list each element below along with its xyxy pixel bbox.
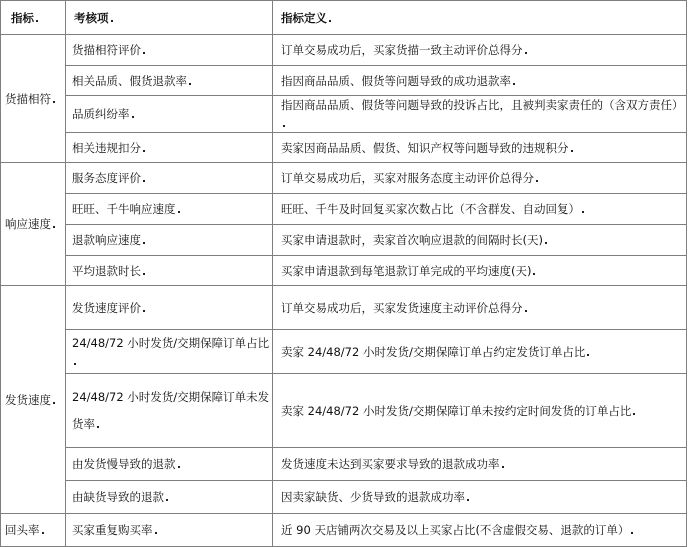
table-row: [1, 66, 687, 96]
item-cell: 相关违规扣分: [66, 133, 273, 163]
definition-cell: 买家申请退款时，卖家首次响应退款的间隔时长(天): [273, 225, 687, 256]
table-row: [1, 225, 687, 256]
item-cell: 平均退款时长: [66, 256, 273, 286]
item-cell: 24/48/72 小时发货/交期保障订单未发货率: [66, 374, 273, 448]
item-cell: 由发货慢导致的退款: [66, 448, 273, 481]
definition-cell: 指因商品品质、假货等问题导致的成功退款率: [273, 66, 687, 96]
definition-cell: 发货速度未达到买家要求导致的退款成功率: [273, 448, 687, 481]
category-cell: 回头率: [1, 514, 66, 547]
definition-cell: 卖家因商品品质、假货、知识产权等问题导致的违规积分: [273, 133, 687, 163]
definition-cell: 指因商品品质、假货等问题导致的投诉占比，且被判卖家责任的（含双方责任）: [273, 96, 687, 133]
table-row: [1, 96, 687, 133]
definition-cell: 订单交易成功后，买家货描一致主动评价总得分: [273, 35, 687, 66]
definition-cell: 旺旺、千牛及时回复买家次数占比（不含群发、自动回复）: [273, 194, 687, 225]
table-row: [1, 481, 687, 514]
table-row: [1, 330, 687, 374]
item-cell: 发货速度评价: [66, 286, 273, 330]
table-row: [1, 35, 687, 66]
item-cell: 由缺货导致的退款: [66, 481, 273, 514]
table-row: [1, 256, 687, 286]
definition-cell: 订单交易成功后，买家发货速度主动评价总得分: [273, 286, 687, 330]
header-metric: 指标: [1, 1, 66, 35]
table-row: [1, 448, 687, 481]
item-cell: 货描相符评价: [66, 35, 273, 66]
category-cell: 响应速度: [1, 163, 66, 286]
definition-cell: 订单交易成功后，买家对服务态度主动评价总得分: [273, 163, 687, 194]
table-row: [1, 163, 687, 194]
definition-cell: 因卖家缺货、少货导致的退款成功率: [273, 481, 687, 514]
item-cell: 相关品质、假货退款率: [66, 66, 273, 96]
table-row: [1, 133, 687, 163]
item-cell: 旺旺、千牛响应速度: [66, 194, 273, 225]
header-item: 考核项: [66, 1, 273, 35]
table-row: [1, 374, 687, 448]
definition-cell: 卖家 24/48/72 小时发货/交期保障订单占约定发货订单占比: [273, 330, 687, 374]
category-cell: 货描相符: [1, 35, 66, 163]
table-row: [1, 286, 687, 330]
item-cell: 退款响应速度: [66, 225, 273, 256]
category-cell: 发货速度: [1, 286, 66, 514]
item-cell: 24/48/72 小时发货/交期保障订单占比: [66, 330, 273, 374]
definition-cell: 近 90 天店铺两次交易及以上买家占比(不含虚假交易、退款的订单）: [273, 514, 687, 547]
item-cell: 买家重复购买率: [66, 514, 273, 547]
definition-cell: 卖家 24/48/72 小时发货/交期保障订单未按约定时间发货的订单占比: [273, 374, 687, 448]
item-cell: 服务态度评价: [66, 163, 273, 194]
table-row: [1, 514, 687, 547]
table-row: [1, 194, 687, 225]
header-row: [1, 1, 687, 35]
item-cell: 品质纠纷率: [66, 96, 273, 133]
definition-cell: 买家申请退款到每笔退款订单完成的平均速度(天): [273, 256, 687, 286]
header-definition: 指标定义: [273, 1, 687, 35]
